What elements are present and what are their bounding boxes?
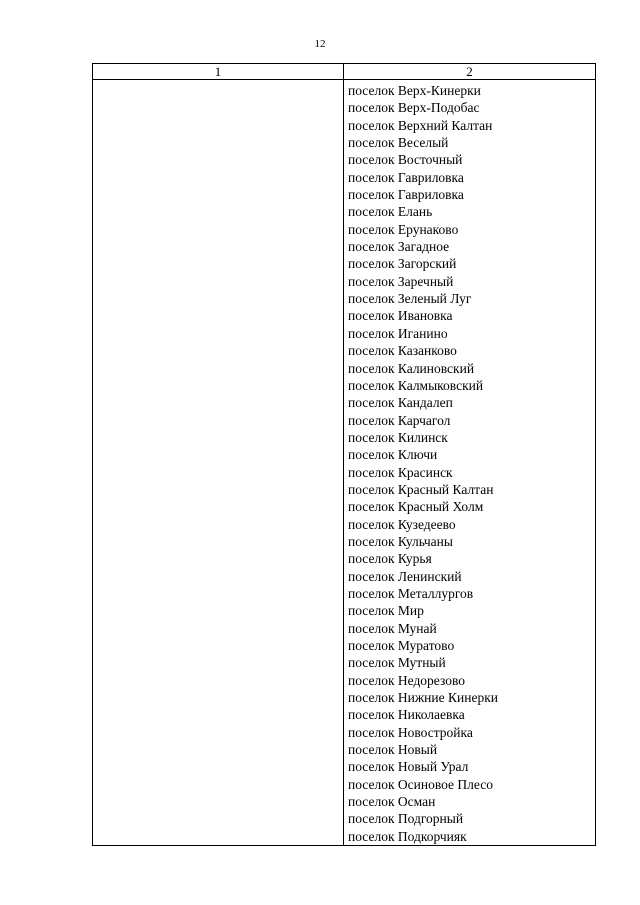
list-item: поселок Кандалеп bbox=[348, 395, 453, 411]
page-number: 12 bbox=[314, 38, 326, 50]
list-item: поселок Веселый bbox=[348, 135, 449, 151]
list-item: поселок Ключи bbox=[348, 447, 438, 463]
column-1-cell bbox=[93, 80, 344, 846]
list-item: поселок Нижние Кинерки bbox=[348, 690, 498, 706]
list-item: поселок Килинск bbox=[348, 429, 448, 445]
list-item: поселок Осиновое Плесо bbox=[348, 776, 493, 792]
list-item: поселок Иганино bbox=[348, 325, 448, 341]
list-item: поселок Металлургов bbox=[348, 585, 474, 601]
list-item: поселок Новый bbox=[348, 742, 438, 758]
list-item: поселок Мутный bbox=[348, 655, 446, 671]
list-item: поселок Верхний Калтан bbox=[348, 117, 493, 133]
list-item: поселок Красный Калтан bbox=[348, 481, 494, 497]
list-item: поселок Карчагол bbox=[348, 412, 451, 428]
list-item: поселок Ерунаково bbox=[348, 221, 459, 237]
list-item: поселок Красинск bbox=[348, 464, 453, 480]
list-item: поселок Загорский bbox=[348, 256, 457, 272]
list-item: поселок Ленинский bbox=[348, 568, 462, 584]
list-item: поселок Восточный bbox=[348, 152, 463, 168]
settlements-table bbox=[92, 63, 596, 846]
list-item: поселок Заречный bbox=[348, 273, 454, 289]
list-item: поселок Недорезово bbox=[348, 672, 466, 688]
list-item: поселок Казанково bbox=[348, 343, 457, 359]
list-item: поселок Подгорный bbox=[348, 811, 464, 827]
list-item: поселок Зеленый Луг bbox=[348, 291, 472, 307]
list-item: поселок Мунай bbox=[348, 620, 437, 636]
list-item: поселок Кульчаны bbox=[348, 533, 453, 549]
list-item: поселок Мир bbox=[348, 603, 424, 619]
list-item: поселок Калмыковский bbox=[348, 377, 484, 393]
table-header-row bbox=[93, 64, 596, 80]
list-item: поселок Новостройка bbox=[348, 724, 473, 740]
list-item: поселок Гавриловка bbox=[348, 169, 464, 185]
list-item: поселок Красный Холм bbox=[348, 499, 484, 515]
list-item: поселок Гавриловка bbox=[348, 187, 464, 203]
list-item: поселок Калиновский bbox=[348, 360, 475, 376]
list-item: поселок Елань bbox=[348, 204, 433, 220]
list-item: поселок Кузедеево bbox=[348, 516, 456, 532]
list-item: поселок Загадное bbox=[348, 239, 450, 255]
list-item: поселок Подкорчияк bbox=[348, 828, 467, 844]
list-item: поселок Верх-Подобас bbox=[348, 100, 480, 116]
settlement-list bbox=[344, 80, 595, 845]
list-item: поселок Осман bbox=[348, 794, 436, 810]
list-item: поселок Ивановка bbox=[348, 308, 453, 324]
list-item: поселок Новый Урал bbox=[348, 759, 469, 775]
list-item: поселок Верх-Кинерки bbox=[348, 83, 481, 98]
list-item: поселок Курья bbox=[348, 551, 432, 567]
table-row bbox=[93, 80, 596, 846]
column-2-cell bbox=[344, 80, 596, 846]
list-item: поселок Муратово bbox=[348, 638, 455, 653]
list-item: поселок Николаевка bbox=[348, 707, 465, 723]
column-header-1: 1 bbox=[93, 64, 344, 80]
column-header-2: 2 bbox=[344, 64, 596, 80]
